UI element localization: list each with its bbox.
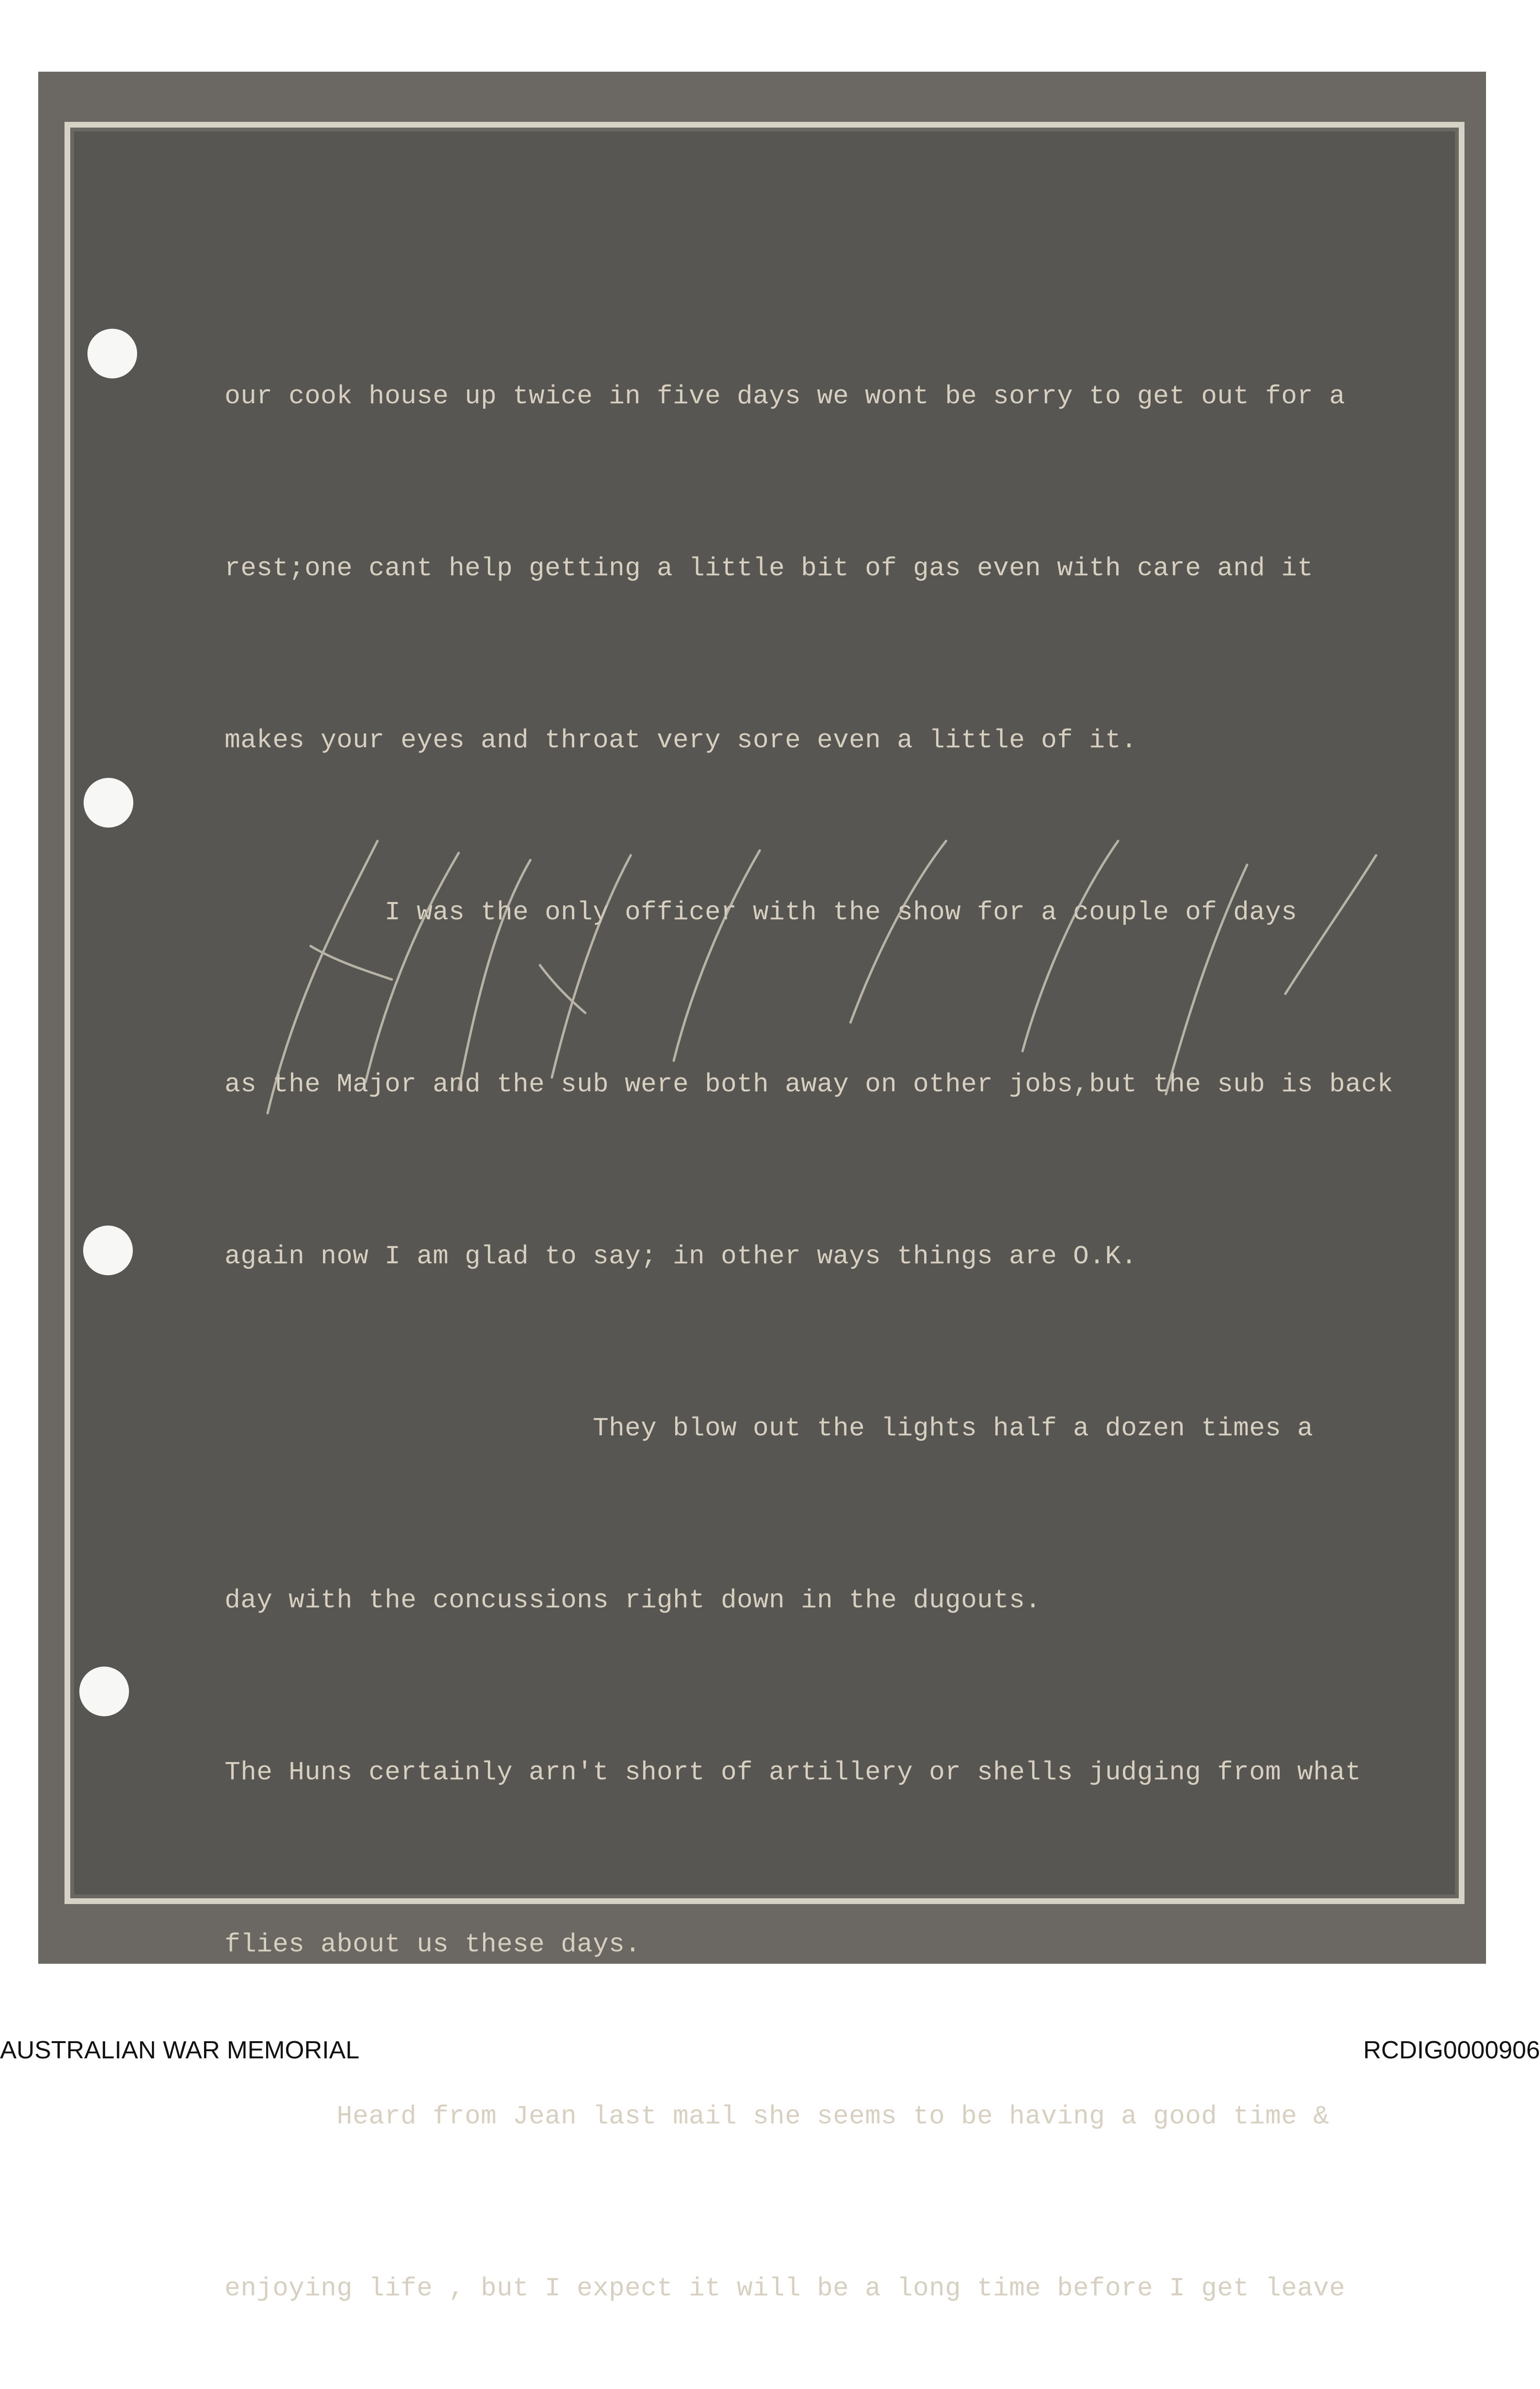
letter-line: They blow out the lights half a dozen times a xyxy=(225,1413,1314,1443)
letter-line: Heard from Jean last mail she seems to be having a good time & xyxy=(225,2101,1329,2131)
letter-line: flies about us these days. xyxy=(225,1929,641,1959)
letter-line: rest;one cant help getting a little bit of gas even with care and it xyxy=(225,553,1314,583)
archive-credit: AUSTRALIAN WAR MEMORIAL xyxy=(0,2036,360,2064)
punch-hole xyxy=(79,1667,129,1716)
letter-line: again now I am glad to say; in other ways things are O.K. xyxy=(225,1241,1137,1271)
letter-line: The Huns certainly arn't short of artillery or shells judging from what xyxy=(225,1757,1361,1787)
punch-hole xyxy=(87,329,137,378)
letter-line: makes your eyes and throat very sore even a little of it. xyxy=(225,725,1137,755)
punch-hole xyxy=(83,1226,133,1275)
letter-line: enjoying life , but I expect it will be a long time before I get leave xyxy=(225,2273,1346,2303)
letter-line: our cook house up twice in five days we wont be sorry to get out for a xyxy=(225,381,1346,411)
punch-hole xyxy=(84,778,133,828)
letter-line: as the Major and the sub were both away on other jobs,but the sub is back xyxy=(225,1069,1393,1099)
letter-line: I was the only officer with the show for a couple of days xyxy=(225,897,1297,927)
letter-body xyxy=(225,253,1476,2389)
record-id: RCDIG0000906 xyxy=(1363,2036,1540,2064)
letter-line: day with the concussions right down in the dugouts. xyxy=(225,1585,1041,1615)
